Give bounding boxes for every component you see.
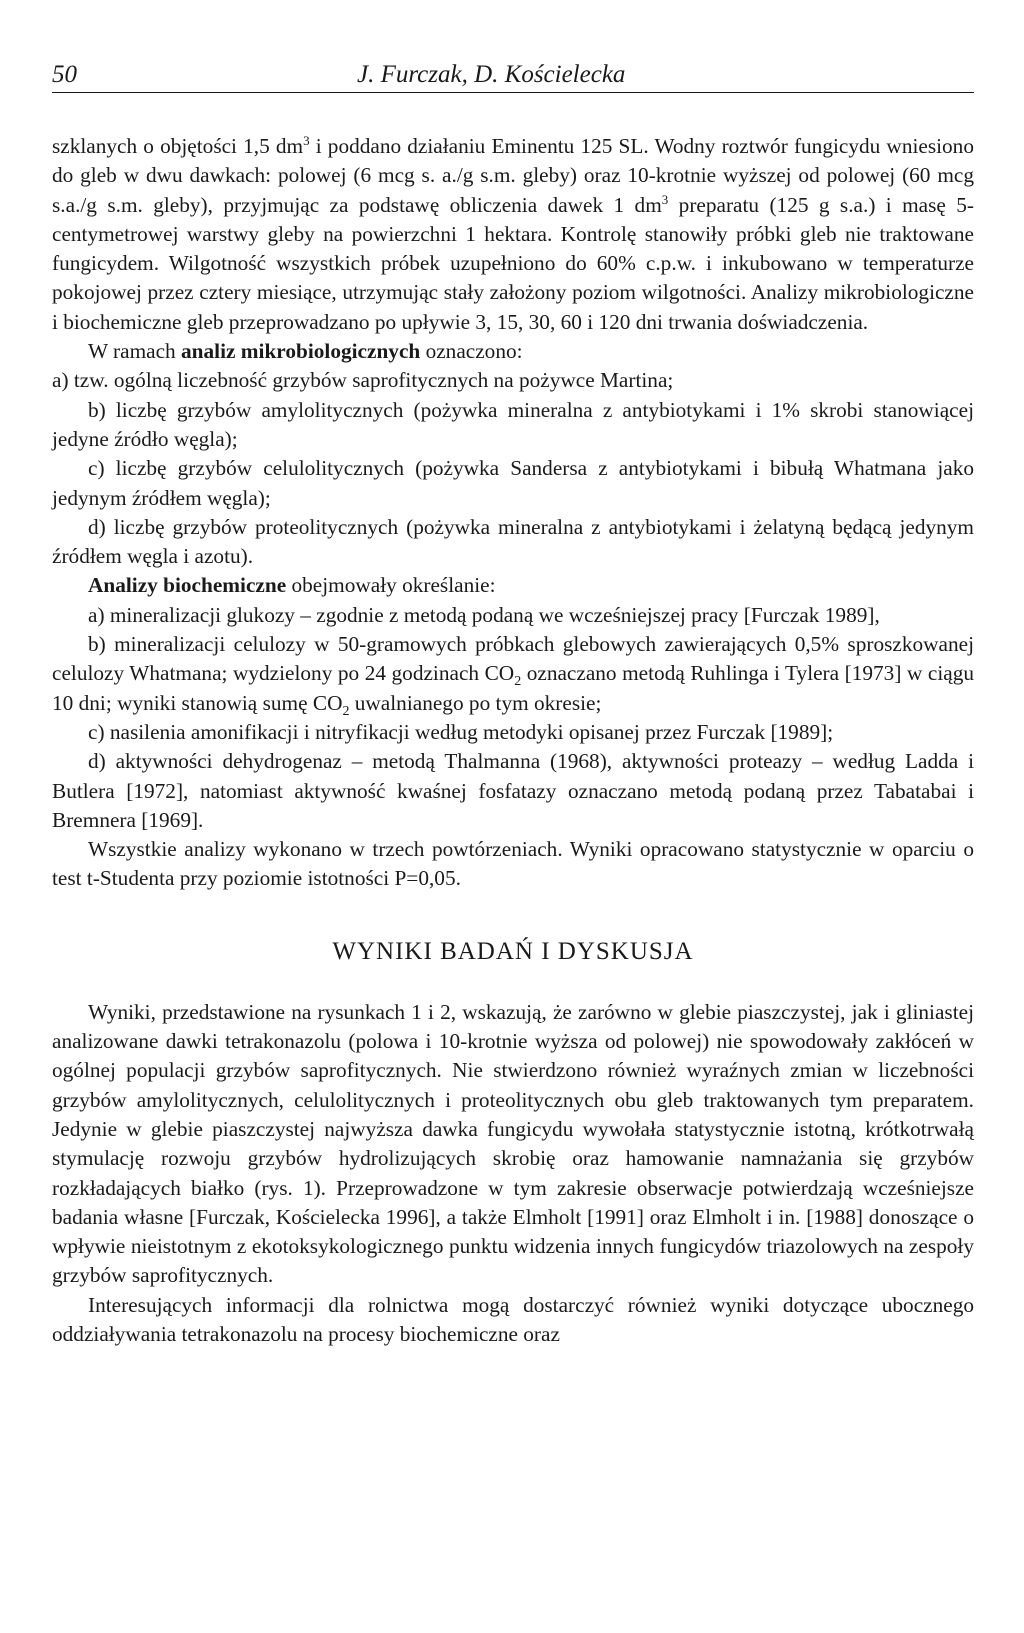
- page-number: 50: [52, 61, 77, 88]
- bio-item-a: a) mineralizacji glukozy – zgodnie z metodą podaną we wcześniejszej pracy [Furczak 1989],: [88, 602, 880, 627]
- micro-item-c: c) liczbę grzybów celulolitycznych (pożywka Sandersa z antybiotykami i bibułą Whatmana jako jedynym źródłem węgla);: [52, 456, 974, 510]
- micro-intro: W ramach analiz mikrobiologicznych oznaczono:: [88, 339, 523, 364]
- bio-item-d: d) aktywności dehydrogenaz – metodą Thalmanna (1968), aktywności proteazy – według Ladda i Butlera [1972], natomiast aktywność kwaśnej fosfatazy oznaczano metodą podaną przez Tabatabai i Bremnera [1969].: [52, 749, 974, 832]
- statistics-paragraph: Wszystkie analizy wykonano w trzech powtórzeniach. Wyniki opracowano statystycznie w oparciu o test t-Studenta przy poziomie istotności P=0,05.: [52, 837, 974, 891]
- results-paragraph-2: Interesujących informacji dla rolnictwa mogą dostarczyć również wyniki dotyczące ubocznego oddziaływania tetrakonazolu na procesy biochemiczne oraz: [52, 1292, 974, 1346]
- running-header: [52, 58, 974, 93]
- bio-item-c: c) nasilenia amonifikacji i nitryfikacji według metodyki opisanej przez Furczak [1989];: [88, 719, 834, 744]
- page: [52, 58, 974, 1349]
- bio-intro: Analizy biochemiczne obejmowały określanie:: [88, 573, 496, 598]
- results-paragraph: Wyniki, przedstawione na rysunkach 1 i 2, wskazują, że zarówno w glebie piaszczystej, jak i gliniastej analizowane dawki tetrakonazolu (polowa i 10-krotnie wyższa od polowej) nie spowodowały zakłóceń w ogólnej populacji grzybów saprofitycznych. Nie stwierdzono również wyraźnych zmian w liczebności grzybów amylolitycznych, celulolitycznych i proteolitycznych obu gleb traktowanych tym preparatem. Jedynie w glebie piaszczystej najwyższa dawka fungicydu wywołała statystycznie istotną, krótkotrwałą stymulację rozwoju grzybów hydrolizujących skrobię oraz hamowanie namnażania się grzybów rozkładających białko (rys. 1). Przeprowadzone w tym zakresie obserwacje potwierdzają wcześniejsze badania własne [Furczak, Kościelecka 1996], a także Elmholt [1991] oraz Elmholt i in. [1988] donoszące o wpływie nieistotnym z ekotoksykologicznego punktu widzenia innych fungicydów triazolowych na zespoły grzybów saprofitycznych.: [52, 999, 974, 1288]
- bio-item-b: b) mineralizacji celulozy w 50-gramowych próbkach glebowych zawierających 0,5% sproszkowanej celulozy Whatmana; wydzielony po 24 godzinach $CO_2$ oznaczano metodą Ruhlinga i Tylera [1973] w ciągu 10 dni; wyniki stanowią sumę $CO_2$ uwalnianego po tym okresie;: [52, 632, 974, 719]
- running-title: J. Furczak, D. Kościelecka: [357, 61, 626, 88]
- micro-item-a: a) tzw. ogólną liczebność grzybów saprofitycznych na pożywce Martina;: [52, 368, 674, 393]
- methods-paragraph: szklanych o objętości 1,5 $dm^3$ i poddano działaniu Eminentu 125 SL. Wodny roztwór fungicydu wniesiono do gleb w dwu dawkach: polowej (6 mcg s. a./g s.m. gleby) oraz 10-krotnie wyższej od polowej (60 mcg s.a./g s.m. gleby), przyjmując za podstawę obliczenia dawek 1 $dm^3$ preparatu (125 g s.a.) i masę 5-centymetrowej warstwy gleby na powierzchni 1 hektara. Kontrolę stanowiły próbki gleb nie traktowane fungicydem. Wilgotność wszystkich próbek uzupełniono do 60% c.p.w. i inkubowano w temperaturze pokojowej przez cztery miesiące, utrzymując stały założony poziom wilgotności. Analizy mikrobiologiczne i biochemiczne gleb przeprowadzano po upływie 3, 15, 30, 60 i 120 dni trwania doświadczenia.: [52, 133, 974, 334]
- micro-item-d: d) liczbę grzybów proteolitycznych (pożywka mineralna z antybiotykami i żelatyną będącą jedynym źródłem węgla i azotu).: [52, 514, 974, 569]
- section-heading: WYNIKI BADAŃ I DYSKUSJA: [332, 937, 694, 965]
- article-body: [52, 132, 974, 1349]
- micro-item-b: b) liczbę grzybów amylolitycznych (pożywka mineralna z antybiotykami i 1% skrobi stanowiącej jedyne źródło węgla);: [52, 397, 974, 451]
